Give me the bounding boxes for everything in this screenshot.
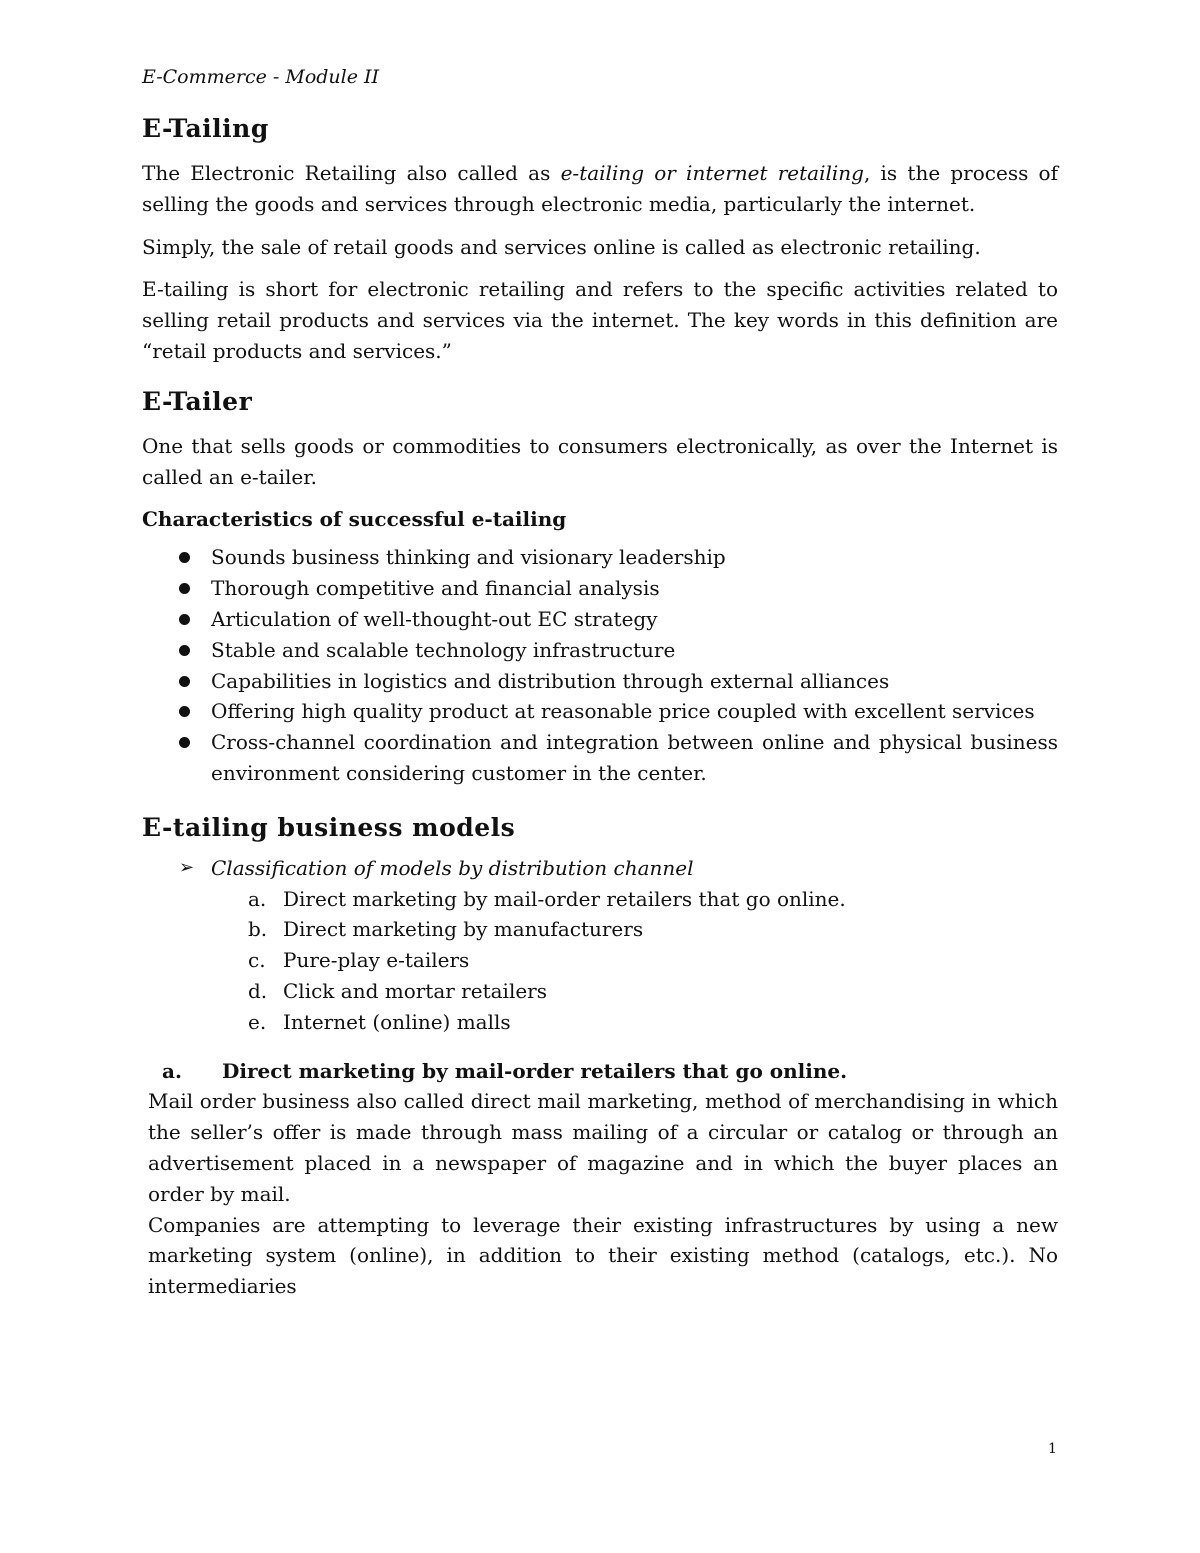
models-list bbox=[142, 884, 1058, 1038]
list-item: Cross-channel coordination and integration between online and physical business environment considering customer in the center. bbox=[179, 727, 1058, 789]
bullet-icon bbox=[179, 737, 190, 748]
section-a-paragraph-2: Companies are attempting to leverage their existing infrastructures by using a new marketing system (online), in addition to their existing method (catalogs, etc.). No intermediaries bbox=[148, 1212, 1058, 1299]
bullet-icon bbox=[179, 706, 190, 717]
list-item: Articulation of well-thought-out EC strategy bbox=[179, 604, 1058, 635]
bullet-icon bbox=[179, 552, 190, 563]
list-item: a. Direct marketing by mail-order retailers that go online. bbox=[248, 886, 846, 911]
list-item: d. Click and mortar retailers bbox=[248, 978, 547, 1003]
list-item: Stable and scalable technology infrastructure bbox=[179, 635, 1058, 666]
list-item: c. Pure-play e-tailers bbox=[248, 948, 470, 973]
arrow-bullet-icon: ➢ bbox=[179, 856, 195, 878]
etailing-emphasis: e-tailing or internet retailing bbox=[560, 161, 864, 185]
document-page bbox=[142, 64, 1058, 1302]
etailing-simple-paragraph: Simply, the sale of retail goods and services online is called as electronic retailing. bbox=[142, 234, 981, 259]
bullet-icon bbox=[179, 676, 190, 687]
running-header: E-Commerce - Module II bbox=[142, 66, 380, 88]
etailing-short-paragraph: E-tailing is short for electronic retailing and refers to the specific activities related to selling retail products and services via the internet. The key words in this definition are “retail products and services.” bbox=[142, 277, 1058, 363]
list-item: Offering high quality product at reasonable price coupled with excellent services bbox=[179, 696, 1058, 727]
section-a-heading: a. Direct marketing by mail-order retailers that go online. bbox=[162, 1058, 848, 1083]
section-a-paragraph-1: Mail order business also called direct mail marketing, method of merchandising in which the seller’s offer is made through mass mailing of a circular or catalog or through an advertisement placed in a newspaper of magazine and in which the buyer places an order by mail. bbox=[148, 1089, 1058, 1206]
bullet-icon bbox=[179, 645, 190, 656]
classification-item: ➢ Classification of models by distribution channel bbox=[142, 853, 1058, 884]
list-item: Sounds business thinking and visionary leadership bbox=[179, 542, 1058, 573]
bullet-icon bbox=[179, 583, 190, 594]
business-models-heading: E-tailing business models bbox=[142, 812, 516, 842]
etailer-heading: E-Tailer bbox=[142, 386, 253, 416]
characteristics-list bbox=[142, 542, 1058, 788]
list-item: Thorough competitive and financial analysis bbox=[179, 573, 1058, 604]
list-item: b. Direct marketing by manufacturers bbox=[248, 917, 644, 942]
etailing-definition-paragraph: The Electronic Retailing also called as e-tailing or internet retailing, is the process of selling the goods and services through electronic media, particularly the internet. bbox=[142, 161, 1059, 216]
etailing-heading: E-Tailing bbox=[142, 114, 269, 143]
page-number: 1 bbox=[1048, 1441, 1057, 1457]
etailer-definition-paragraph: One that sells goods or commodities to consumers electronically, as over the Internet is called an e-tailer. bbox=[142, 433, 1058, 489]
list-item: e. Internet (online) malls bbox=[248, 1009, 511, 1034]
bullet-icon bbox=[179, 614, 190, 625]
characteristics-heading: Characteristics of successful e-tailing bbox=[142, 507, 567, 532]
list-item: Capabilities in logistics and distribution through external alliances bbox=[179, 666, 1058, 697]
